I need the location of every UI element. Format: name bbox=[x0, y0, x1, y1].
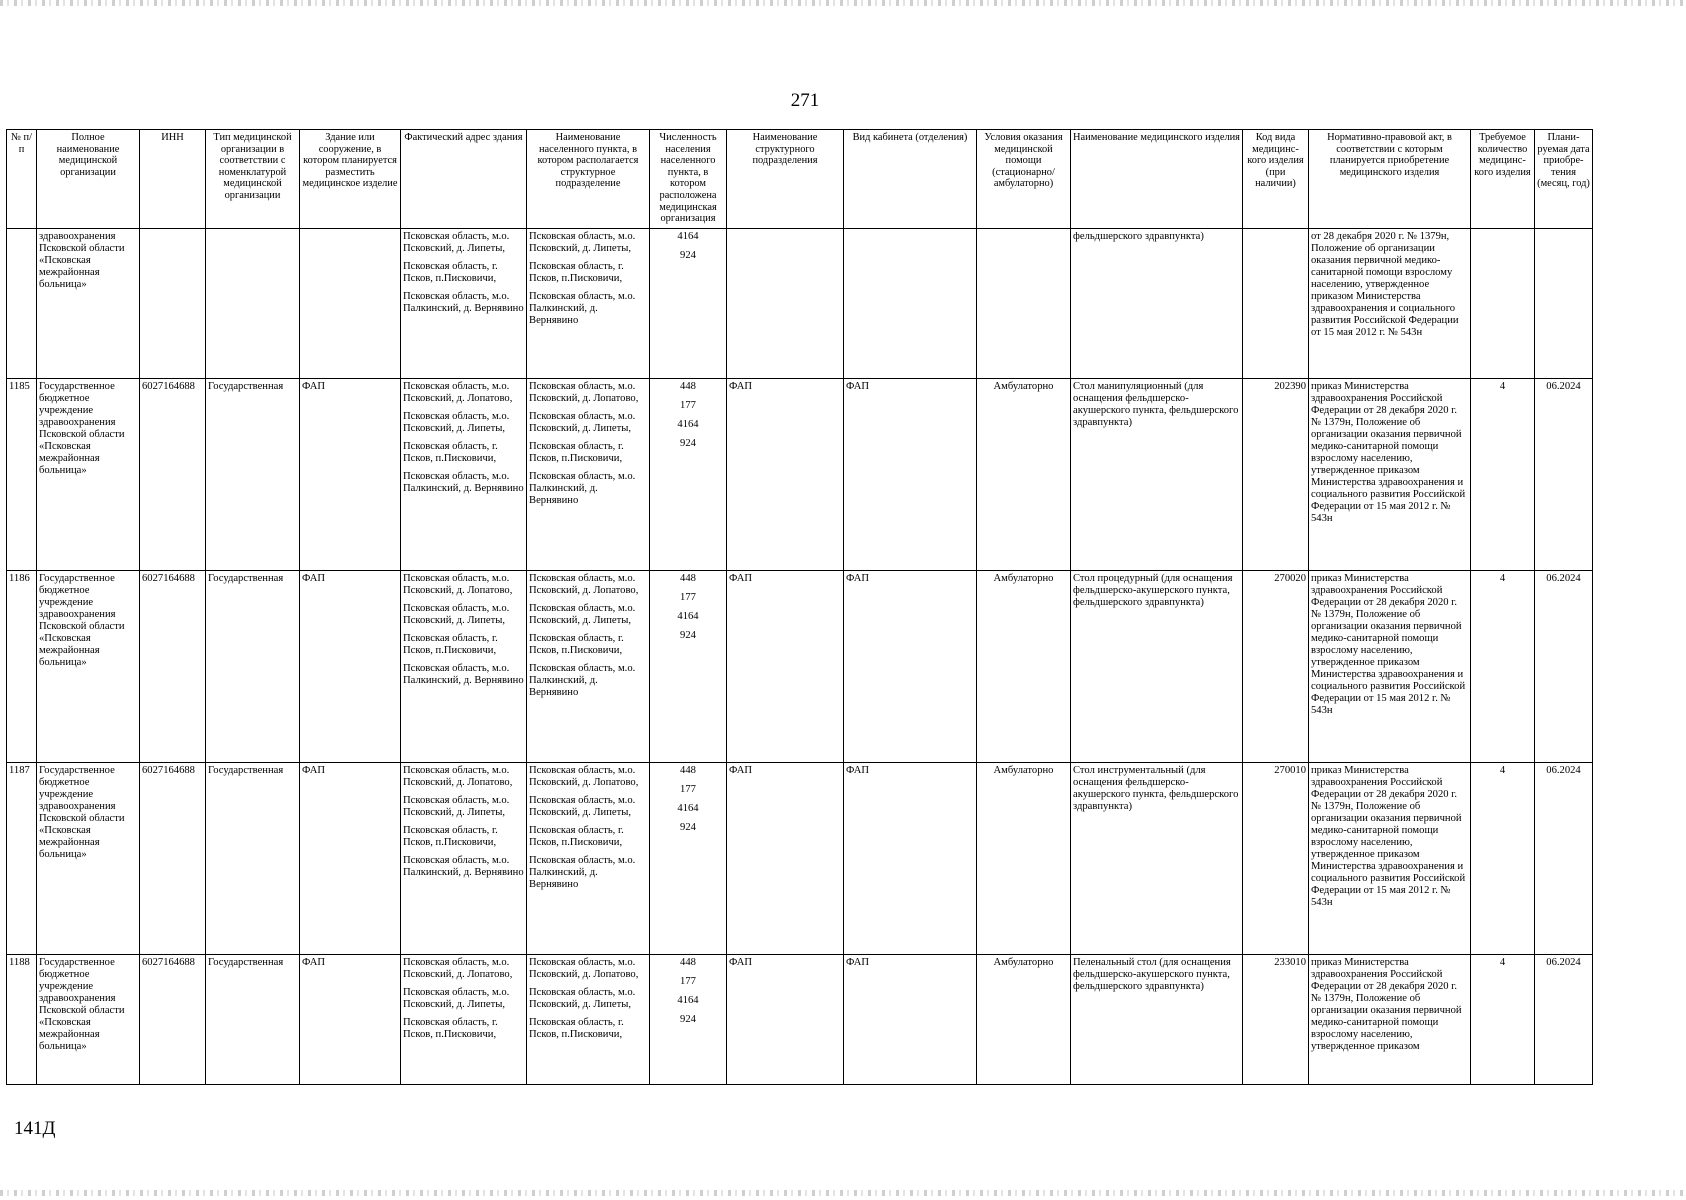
address-cell bbox=[401, 571, 527, 763]
address: Псковская область, м.о. Псковский, д. Лопатово, bbox=[403, 957, 513, 980]
conditions-cell bbox=[977, 229, 1071, 379]
column-header: Условия оказания медицинской помощи (стационарно/ амбулаторно) bbox=[977, 130, 1071, 229]
address: Псковская область, м.о. Палкинский, д. Вернявино bbox=[403, 291, 524, 314]
settlement: Псковская область, м.о. Псковский, д. Липеты, bbox=[529, 987, 636, 1010]
device-cell: фельдшерского здравпункта) bbox=[1071, 229, 1243, 379]
unit-cell: ФАП bbox=[727, 571, 844, 763]
settlement-cell bbox=[527, 229, 650, 379]
population: 924 bbox=[680, 822, 696, 833]
settlement: Псковская область, г. Псков, п.Писковичи, bbox=[529, 633, 624, 656]
device-cell: Стол манипуляционный (для оснащения фельдшерско-акушерского пункта, фельдшерского здравпункта) bbox=[1071, 379, 1243, 571]
settlement: Псковская область, м.о. Палкинский, д. Вернявино bbox=[529, 663, 636, 698]
population: 177 bbox=[680, 400, 696, 411]
conditions-cell: Амбулаторно bbox=[977, 763, 1071, 955]
qty-cell: 4 bbox=[1471, 955, 1535, 1085]
column-header: Вид кабинета (отделения) bbox=[844, 130, 977, 229]
act-cell: от 28 декабря 2020 г. № 1379н, Положение об организации оказания первичной медико-санитарной помощи взрослому населению, утвержденное приказом Министерства здравоохранения и социального развития Российской Федерации от 15 мая 2012 г. № 543н bbox=[1309, 229, 1471, 379]
row-number-cell: 1187 bbox=[7, 763, 37, 955]
page-number: 271 bbox=[790, 90, 820, 111]
settlement-cell bbox=[527, 955, 650, 1085]
population: 448 bbox=[680, 381, 696, 392]
cabinet-cell: ФАП bbox=[844, 379, 977, 571]
settlement: Псковская область, м.о. Палкинский, д. Вернявино bbox=[529, 291, 636, 326]
row-number-cell: 1186 bbox=[7, 571, 37, 763]
inn-cell: 6027164688 bbox=[140, 379, 206, 571]
population: 4164 bbox=[677, 231, 699, 242]
population: 177 bbox=[680, 592, 696, 603]
building-cell: ФАП bbox=[300, 571, 401, 763]
population: 4164 bbox=[677, 803, 699, 814]
org-name-cell: Государственное бюджетное учреждение здравоохранения Псковской области «Псковская межрайонная больница» bbox=[37, 571, 140, 763]
code-cell: 233010 bbox=[1243, 955, 1309, 1085]
population: 177 bbox=[680, 976, 696, 987]
address: Псковская область, г. Псков, п.Писковичи, bbox=[403, 441, 498, 464]
population-cell bbox=[650, 763, 727, 955]
qty-cell: 4 bbox=[1471, 763, 1535, 955]
date-cell: 06.2024 bbox=[1535, 571, 1593, 763]
scan-edge-bottom bbox=[0, 1190, 1686, 1196]
settlement: Псковская область, м.о. Псковский, д. Липеты, bbox=[529, 603, 636, 626]
population-cell bbox=[650, 229, 727, 379]
code-cell: 270020 bbox=[1243, 571, 1309, 763]
settlement-cell bbox=[527, 763, 650, 955]
device-cell: Пеленальный стол (для оснащения фельдшерско-акушерского пункта, фельдшерского здравпункта) bbox=[1071, 955, 1243, 1085]
address: Псковская область, м.о. Псковский, д. Липеты, bbox=[403, 411, 510, 434]
column-header: Наименование медицинского изделия bbox=[1071, 130, 1243, 229]
settlement: Псковская область, г. Псков, п.Писковичи, bbox=[529, 441, 624, 464]
org-name-cell: Государственное бюджетное учреждение здравоохранения Псковской области «Псковская межрайонная больница» bbox=[37, 955, 140, 1085]
qty-cell: 4 bbox=[1471, 571, 1535, 763]
column-header: Полное наименование медицинской организации bbox=[37, 130, 140, 229]
column-header: Фактический адрес здания bbox=[401, 130, 527, 229]
org-name-cell: Государственное бюджетное учреждение здравоохранения Псковской области «Псковская межрайонная больница» bbox=[37, 379, 140, 571]
address-cell bbox=[401, 763, 527, 955]
qty-cell: 4 bbox=[1471, 379, 1535, 571]
org-name-cell: здравоохранения Псковской области «Псковская межрайонная больница» bbox=[37, 229, 140, 379]
document-code: 141Д bbox=[14, 1118, 56, 1139]
unit-cell: ФАП bbox=[727, 955, 844, 1085]
address: Псковская область, м.о. Палкинский, д. Вернявино bbox=[403, 471, 524, 494]
column-header: Код вида медицинс-кого изделия (при наличии) bbox=[1243, 130, 1309, 229]
registry-table bbox=[6, 129, 1593, 1085]
table-row bbox=[7, 379, 1593, 571]
cabinet-cell: ФАП bbox=[844, 763, 977, 955]
settlement: Псковская область, м.о. Псковский, д. Липеты, bbox=[529, 795, 636, 818]
population-cell bbox=[650, 955, 727, 1085]
scan-edge-top bbox=[0, 0, 1686, 6]
population: 924 bbox=[680, 1014, 696, 1025]
population-cell bbox=[650, 379, 727, 571]
settlement: Псковская область, г. Псков, п.Писковичи, bbox=[529, 1017, 624, 1040]
settlement: Псковская область, м.о. Псковский, д. Лопатово, bbox=[529, 765, 639, 788]
inn-cell: 6027164688 bbox=[140, 571, 206, 763]
device-cell: Стол инструментальный (для оснащения фельдшерско-акушерского пункта, фельдшерского здравпункта) bbox=[1071, 763, 1243, 955]
address: Псковская область, г. Псков, п.Писковичи, bbox=[403, 261, 498, 284]
building-cell bbox=[300, 229, 401, 379]
table-row-continuation bbox=[7, 229, 1593, 379]
address: Псковская область, м.о. Псковский, д. Лопатово, bbox=[403, 765, 513, 788]
column-header: Численность населения населенного пункта, в котором расположена медицинская организация bbox=[650, 130, 727, 229]
address: Псковская область, м.о. Псковский, д. Лопатово, bbox=[403, 381, 513, 404]
unit-cell bbox=[727, 229, 844, 379]
population: 448 bbox=[680, 765, 696, 776]
population-cell bbox=[650, 571, 727, 763]
org-type-cell: Государственная bbox=[206, 571, 300, 763]
table-row bbox=[7, 955, 1593, 1085]
population: 4164 bbox=[677, 611, 699, 622]
table-row bbox=[7, 763, 1593, 955]
date-cell: 06.2024 bbox=[1535, 379, 1593, 571]
conditions-cell: Амбулаторно bbox=[977, 571, 1071, 763]
column-header: Требуемое количество медицинс-кого изделия bbox=[1471, 130, 1535, 229]
settlement: Псковская область, г. Псков, п.Писковичи, bbox=[529, 825, 624, 848]
org-type-cell: Государственная bbox=[206, 379, 300, 571]
qty-cell bbox=[1471, 229, 1535, 379]
column-header: Здание или сооружение, в котором планируется разместить медицинское изделие bbox=[300, 130, 401, 229]
unit-cell: ФАП bbox=[727, 379, 844, 571]
population: 924 bbox=[680, 630, 696, 641]
act-cell: приказ Министерства здравоохранения Российской Федерации от 28 декабря 2020 г. № 1379н, Положение об организации оказания первичной медико-санитарной помощи взрослому населению, утвержденное приказом Министерства здравоохранения и социального развития Российской Федерации от 15 мая 2012 г. № 543н bbox=[1309, 571, 1471, 763]
population: 177 bbox=[680, 784, 696, 795]
inn-cell bbox=[140, 229, 206, 379]
settlement: Псковская область, м.о. Палкинский, д. Вернявино bbox=[529, 471, 636, 506]
settlement: Псковская область, м.о. Псковский, д. Лопатово, bbox=[529, 381, 639, 404]
device-cell: Стол процедурный (для оснащения фельдшерско-акушерского пункта, фельдшерского здравпункта) bbox=[1071, 571, 1243, 763]
cabinet-cell: ФАП bbox=[844, 571, 977, 763]
row-number-cell: 1188 bbox=[7, 955, 37, 1085]
address: Псковская область, м.о. Псковский, д. Липеты, bbox=[403, 795, 510, 818]
date-cell bbox=[1535, 229, 1593, 379]
act-cell: приказ Министерства здравоохранения Российской Федерации от 28 декабря 2020 г. № 1379н, Положение об организации оказания первичной медико-санитарной помощи взрослому населению, утвержденное приказом Министерства здравоохранения и социального развития Российской Федерации от 15 мая 2012 г. № 543н bbox=[1309, 763, 1471, 955]
address: Псковская область, г. Псков, п.Писковичи, bbox=[403, 1017, 498, 1040]
settlement: Псковская область, г. Псков, п.Писковичи, bbox=[529, 261, 624, 284]
address: Псковская область, м.о. Псковский, д. Лопатово, bbox=[403, 573, 513, 596]
org-type-cell: Государственная bbox=[206, 955, 300, 1085]
cabinet-cell: ФАП bbox=[844, 955, 977, 1085]
address: Псковская область, м.о. Палкинский, д. Вернявино bbox=[403, 855, 524, 878]
code-cell: 270010 bbox=[1243, 763, 1309, 955]
address-cell bbox=[401, 229, 527, 379]
org-type-cell: Государственная bbox=[206, 763, 300, 955]
population: 4164 bbox=[677, 419, 699, 430]
building-cell: ФАП bbox=[300, 379, 401, 571]
code-cell: 202390 bbox=[1243, 379, 1309, 571]
table-header-row bbox=[7, 130, 1593, 229]
settlement-cell bbox=[527, 379, 650, 571]
column-header: Плани-руемая дата приобре-тения (месяц, год) bbox=[1535, 130, 1593, 229]
address: Псковская область, г. Псков, п.Писковичи, bbox=[403, 633, 498, 656]
org-name-cell: Государственное бюджетное учреждение здравоохранения Псковской области «Псковская межрайонная больница» bbox=[37, 763, 140, 955]
column-header: ИНН bbox=[140, 130, 206, 229]
population: 924 bbox=[680, 250, 696, 261]
org-type-cell bbox=[206, 229, 300, 379]
building-cell: ФАП bbox=[300, 763, 401, 955]
settlement: Псковская область, м.о. Псковский, д. Липеты, bbox=[529, 231, 636, 254]
settlement-cell bbox=[527, 571, 650, 763]
cabinet-cell bbox=[844, 229, 977, 379]
code-cell bbox=[1243, 229, 1309, 379]
conditions-cell: Амбулаторно bbox=[977, 955, 1071, 1085]
inn-cell: 6027164688 bbox=[140, 763, 206, 955]
unit-cell: ФАП bbox=[727, 763, 844, 955]
conditions-cell: Амбулаторно bbox=[977, 379, 1071, 571]
population: 448 bbox=[680, 573, 696, 584]
row-number-cell: 1185 bbox=[7, 379, 37, 571]
column-header: № п/п bbox=[7, 130, 37, 229]
building-cell: ФАП bbox=[300, 955, 401, 1085]
table-row bbox=[7, 571, 1593, 763]
address: Псковская область, м.о. Палкинский, д. Вернявино bbox=[403, 663, 524, 686]
address: Псковская область, м.о. Псковский, д. Липеты, bbox=[403, 987, 510, 1010]
act-cell: приказ Министерства здравоохранения Российской Федерации от 28 декабря 2020 г. № 1379н, Положение об организации оказания первичной медико-санитарной помощи взрослому населению, утвержденное приказом Министерства здравоохранения и социального развития Российской Федерации от 15 мая 2012 г. № 543н bbox=[1309, 379, 1471, 571]
settlement: Псковская область, м.о. Псковский, д. Лопатово, bbox=[529, 573, 639, 596]
address: Псковская область, г. Псков, п.Писковичи, bbox=[403, 825, 498, 848]
column-header: Тип медицинской организации в соответствии с номенклатурой медицинской организации bbox=[206, 130, 300, 229]
population: 448 bbox=[680, 957, 696, 968]
settlement: Псковская область, м.о. Псковский, д. Липеты, bbox=[529, 411, 636, 434]
column-header: Наименование населенного пункта, в котором располагается структурное подразделение bbox=[527, 130, 650, 229]
column-header: Нормативно-правовой акт, в соответствии с которым планируется приобретение медицинского изделия bbox=[1309, 130, 1471, 229]
settlement: Псковская область, м.о. Псковский, д. Лопатово, bbox=[529, 957, 639, 980]
address: Псковская область, м.о. Псковский, д. Липеты, bbox=[403, 603, 510, 626]
population: 924 bbox=[680, 438, 696, 449]
address: Псковская область, м.о. Псковский, д. Липеты, bbox=[403, 231, 510, 254]
address-cell bbox=[401, 955, 527, 1085]
act-cell: приказ Министерства здравоохранения Российской Федерации от 28 декабря 2020 г. № 1379н, Положение об организации оказания первичной медико-санитарной помощи взрослому населению, утвержденное приказом bbox=[1309, 955, 1471, 1085]
inn-cell: 6027164688 bbox=[140, 955, 206, 1085]
row-number-cell bbox=[7, 229, 37, 379]
population: 4164 bbox=[677, 995, 699, 1006]
address-cell bbox=[401, 379, 527, 571]
date-cell: 06.2024 bbox=[1535, 955, 1593, 1085]
settlement: Псковская область, м.о. Палкинский, д. Вернявино bbox=[529, 855, 636, 890]
column-header: Наименование структурного подразделения bbox=[727, 130, 844, 229]
date-cell: 06.2024 bbox=[1535, 763, 1593, 955]
